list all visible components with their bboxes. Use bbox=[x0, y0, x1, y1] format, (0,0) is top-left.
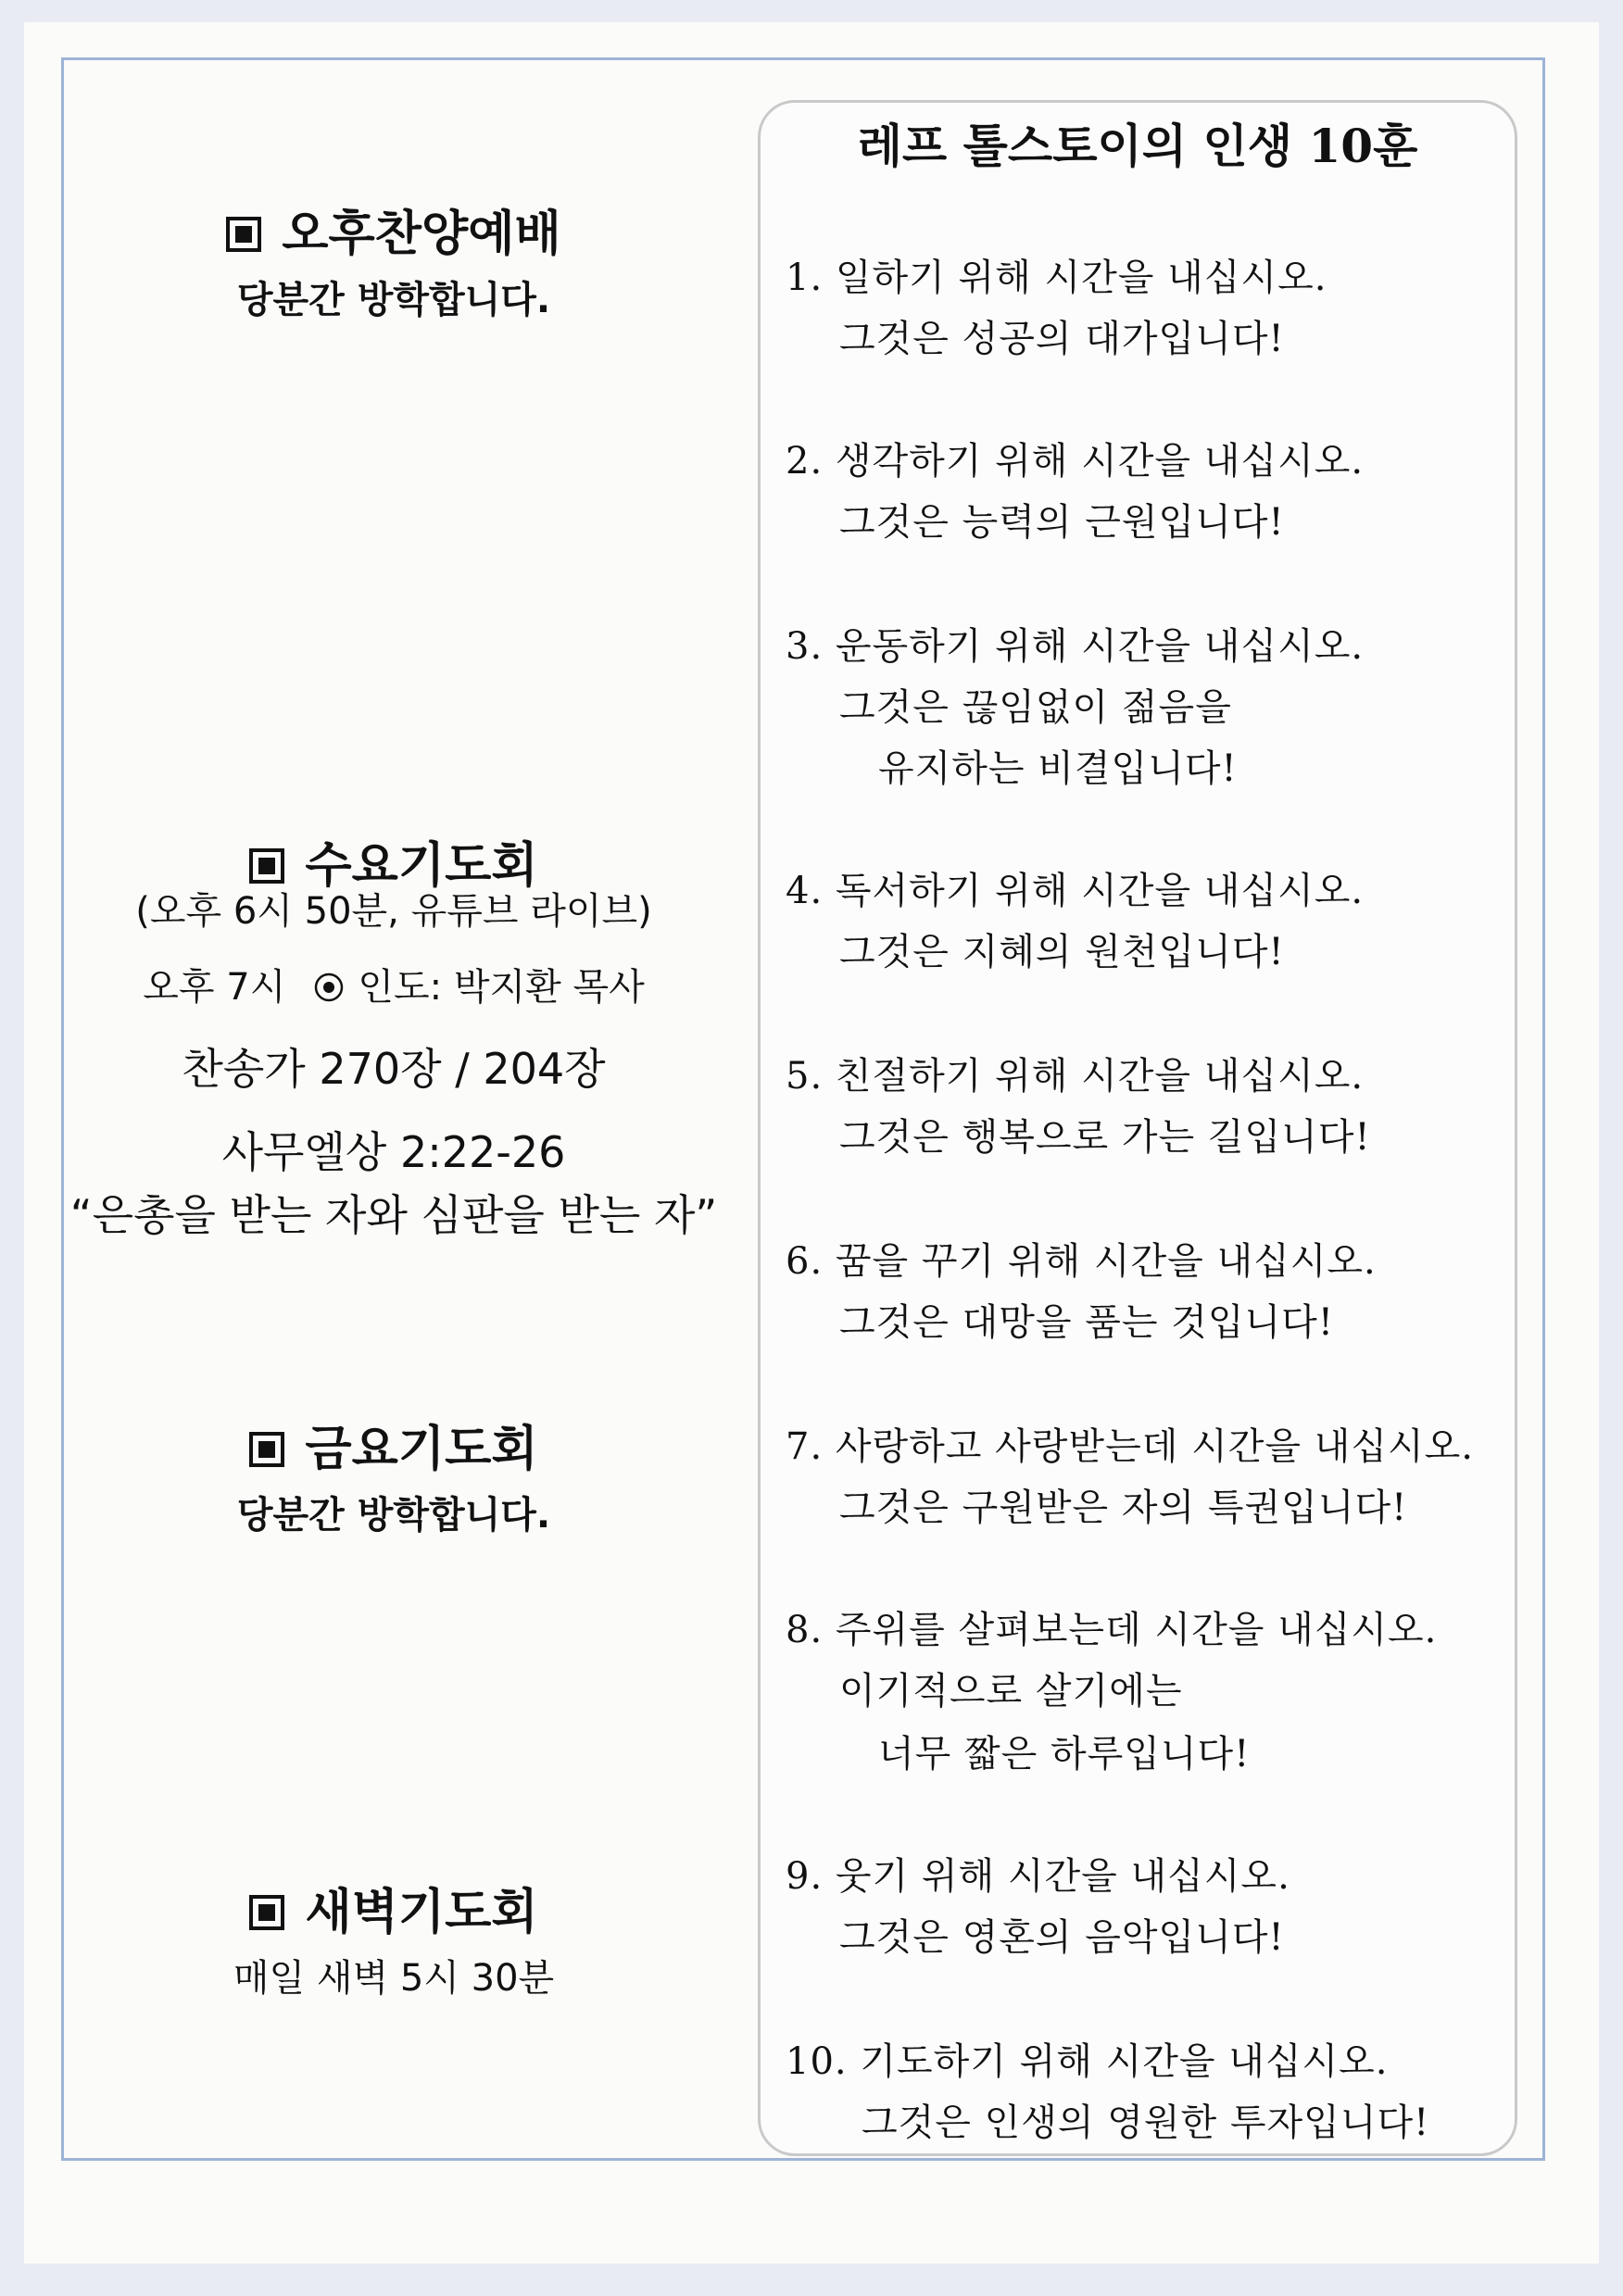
dawn-prayer-title: 새벽기도회 bbox=[305, 1885, 538, 1940]
tolstoy-item-3-line-3: 유지하는 비결입니다! bbox=[878, 747, 1238, 790]
afternoon-worship-title: 오후찬양예배 bbox=[282, 207, 561, 262]
tolstoy-item-3-line-2: 그것은 끊임없이 젊음을 bbox=[839, 686, 1232, 729]
tolstoy-item-1-line-1: 1. 일하기 위해 시간을 내십시오. bbox=[786, 257, 1327, 299]
tolstoy-item-5-line-1: 5. 친절하기 위해 시간을 내십시오. bbox=[786, 1055, 1365, 1098]
tolstoy-item-2-line-1: 2. 생각하기 위해 시간을 내십시오. bbox=[786, 440, 1365, 483]
tolstoy-item-8-line-3: 너무 짧은 하루입니다! bbox=[878, 1733, 1251, 1775]
wednesday-prayer-title: 수요기도회 bbox=[305, 838, 538, 894]
wednesday-live-note: (오후 6시 50분, 유튜브 라이브) bbox=[135, 890, 652, 933]
tolstoy-item-3-line-1: 3. 운동하기 위해 시간을 내십시오. bbox=[786, 625, 1365, 668]
dawn-prayer-heading bbox=[0, 1873, 787, 1942]
tolstoy-title: 레프 톨스토이의 인생 10훈 bbox=[857, 119, 1418, 173]
dawn-prayer-note: 매일 새벽 5시 30분 bbox=[233, 1957, 555, 2000]
tolstoy-item-7-line-2: 그것은 구원받은 자의 특권입니다! bbox=[839, 1487, 1408, 1529]
square-bullet-icon bbox=[249, 1432, 284, 1467]
square-bullet-icon bbox=[249, 848, 284, 884]
wednesday-sermon-title: “은총을 받는 자와 심판을 받는 자” bbox=[69, 1190, 718, 1240]
tolstoy-item-8-line-1: 8. 주위를 살펴보는데 시간을 내십시오. bbox=[786, 1609, 1438, 1651]
square-bullet-icon bbox=[226, 217, 261, 252]
tolstoy-item-8-line-2: 이기적으로 살기에는 bbox=[839, 1670, 1183, 1713]
tolstoy-item-9-line-2: 그것은 영혼의 음악입니다! bbox=[839, 1916, 1285, 1959]
tolstoy-item-2-line-2: 그것은 능력의 근원입니다! bbox=[839, 501, 1285, 544]
tolstoy-item-4-line-2: 그것은 지혜의 원천입니다! bbox=[839, 931, 1285, 973]
wednesday-hymn: 찬송가 270장 / 204장 bbox=[182, 1044, 606, 1094]
wednesday-scripture: 사무엘상 2:22-26 bbox=[221, 1127, 566, 1177]
tolstoy-item-6-line-2: 그것은 대망을 품는 것입니다! bbox=[839, 1301, 1334, 1344]
afternoon-worship-heading bbox=[0, 194, 787, 264]
wednesday-leader: 인도: 박지환 목사 bbox=[358, 966, 645, 1009]
tolstoy-item-10-line-1: 10. 기도하기 위해 시간을 내십시오. bbox=[786, 2040, 1389, 2083]
wednesday-time-row bbox=[0, 958, 787, 1012]
target-bullet-icon bbox=[313, 970, 345, 1012]
friday-prayer-note: 당분간 방학합니다. bbox=[236, 1494, 551, 1537]
tolstoy-item-4-line-1: 4. 독서하기 위해 시간을 내십시오. bbox=[786, 870, 1365, 912]
square-bullet-icon bbox=[249, 1895, 284, 1930]
wednesday-time: 오후 7시 bbox=[143, 966, 286, 1009]
tolstoy-item-10-line-2: 그것은 인생의 영원한 투자입니다! bbox=[862, 2102, 1430, 2144]
tolstoy-item-9-line-1: 9. 웃기 위해 시간을 내십시오. bbox=[786, 1855, 1290, 1898]
friday-prayer-heading bbox=[0, 1410, 787, 1479]
tolstoy-item-1-line-2: 그것은 성공의 대가입니다! bbox=[839, 318, 1285, 360]
friday-prayer-title: 금요기도회 bbox=[305, 1422, 538, 1477]
tolstoy-item-5-line-2: 그것은 행복으로 가는 길입니다! bbox=[839, 1116, 1371, 1159]
tolstoy-item-7-line-1: 7. 사랑하고 사랑받는데 시간을 내십시오. bbox=[786, 1425, 1474, 1468]
tolstoy-item-6-line-1: 6. 꿈을 꾸기 위해 시간을 내십시오. bbox=[786, 1240, 1377, 1283]
afternoon-worship-note: 당분간 방학합니다. bbox=[236, 279, 551, 321]
